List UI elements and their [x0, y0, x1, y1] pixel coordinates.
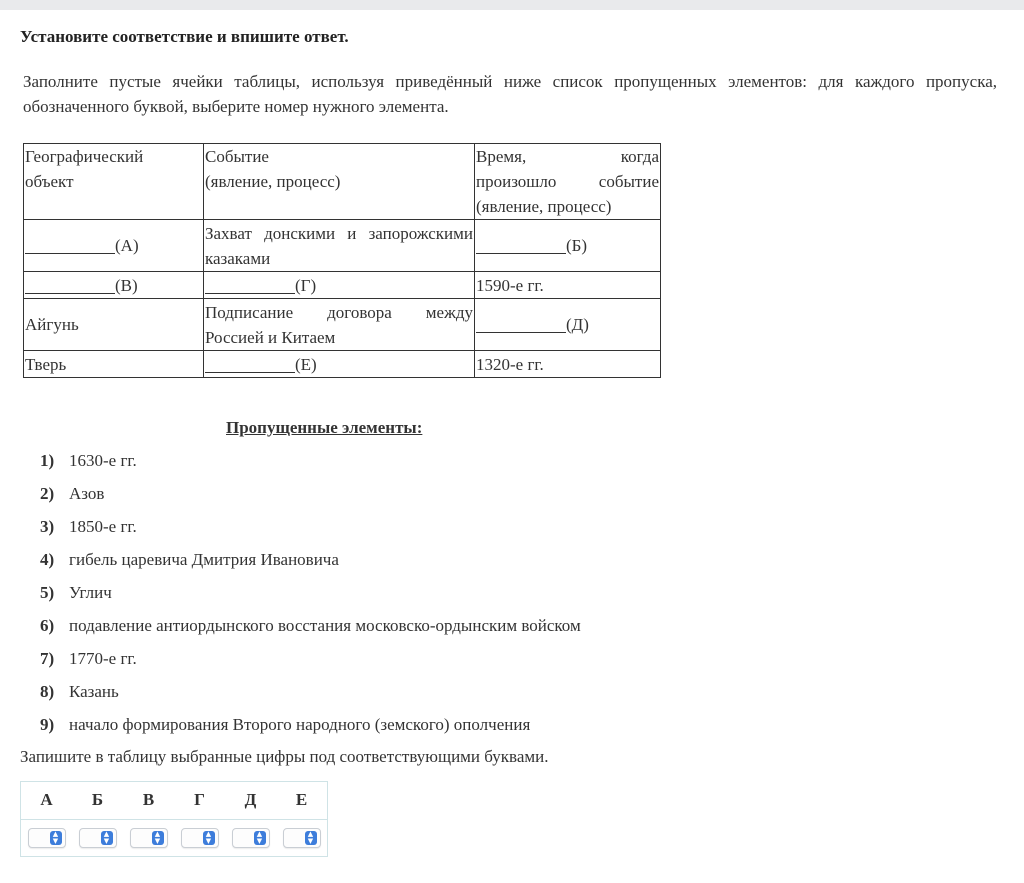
missing-list	[40, 450, 581, 747]
table-row	[24, 220, 661, 272]
task-intro: Заполните пустые ячейки таблицы, используя приведённый ниже список пропущенных элементов: для каждого пропуска, обозначенного буквой, выберите номер нужного элемента.	[23, 72, 997, 116]
updown-icon: ▲ ▼	[305, 831, 317, 845]
table-cell: (А)	[24, 220, 204, 272]
table-header-row	[24, 144, 661, 220]
updown-icon: ▲ ▼	[101, 831, 113, 845]
missing-heading: Пропущенные элементы:	[226, 418, 423, 437]
match-table	[23, 143, 661, 378]
table-row	[24, 299, 661, 351]
list-item: 1) 1630-е гг.	[40, 451, 137, 470]
table-cell: (Д)	[475, 299, 661, 351]
list-item: 6) подавление антиордынского восстания московско-ордынским войском	[40, 616, 581, 635]
header-time: Время, когда произошло событие (явление, процесс)	[475, 144, 661, 220]
table-cell: (Е)	[204, 351, 475, 378]
answer-letter: Е	[295, 790, 308, 809]
table-cell: Айгунь	[24, 299, 204, 351]
answer-letter: В	[142, 790, 155, 809]
header-event: Событие (явление, процесс)	[204, 144, 475, 220]
list-item: 5) Углич	[40, 583, 112, 602]
table-cell: (Г)	[204, 272, 475, 299]
table-cell: 1320-е гг.	[475, 351, 661, 378]
answer-letter: Б	[91, 790, 104, 809]
table-cell: Захват донскими и запорожскими казаками	[204, 220, 475, 272]
table-cell: Тверь	[24, 351, 204, 378]
table-row	[24, 272, 661, 299]
task-title: Установите соответствие и впишите ответ.	[20, 27, 349, 46]
answer-select-v[interactable]	[130, 828, 168, 848]
answer-table	[20, 781, 328, 857]
updown-icon: ▲ ▼	[203, 831, 215, 845]
answer-instruction: Запишите в таблицу выбранные цифры под соответствующими буквами.	[20, 747, 549, 766]
list-item: 7) 1770-е гг.	[40, 649, 137, 668]
answer-selects-row	[21, 819, 327, 856]
answer-select-g[interactable]	[181, 828, 219, 848]
answer-select-d[interactable]	[232, 828, 270, 848]
header-geo: Географический объект	[24, 144, 204, 220]
top-bar	[0, 0, 1024, 10]
answer-select-e[interactable]	[283, 828, 321, 848]
table-cell: Подписание договора между Россией и Китаем	[204, 299, 475, 351]
table-row	[24, 351, 661, 378]
list-item: 2) Азов	[40, 484, 105, 503]
list-item: 4) гибель царевича Дмитрия Ивановича	[40, 550, 339, 569]
answer-letter: А	[40, 790, 53, 809]
answer-letter: Г	[194, 790, 205, 809]
answer-select-b[interactable]	[79, 828, 117, 848]
table-cell: 1590-е гг.	[475, 272, 661, 299]
list-item: 3) 1850-е гг.	[40, 517, 137, 536]
table-cell: (Б)	[475, 220, 661, 272]
answer-letter: Д	[244, 790, 257, 809]
list-item: 9) начало формирования Второго народного (земского) ополчения	[40, 715, 531, 734]
list-item: 8) Казань	[40, 682, 119, 701]
updown-icon: ▲ ▼	[254, 831, 266, 845]
table-cell: (В)	[24, 272, 204, 299]
updown-icon: ▲ ▼	[152, 831, 164, 845]
answer-select-a[interactable]	[28, 828, 66, 848]
answer-letters-row	[21, 782, 327, 819]
updown-icon: ▲ ▼	[50, 831, 62, 845]
